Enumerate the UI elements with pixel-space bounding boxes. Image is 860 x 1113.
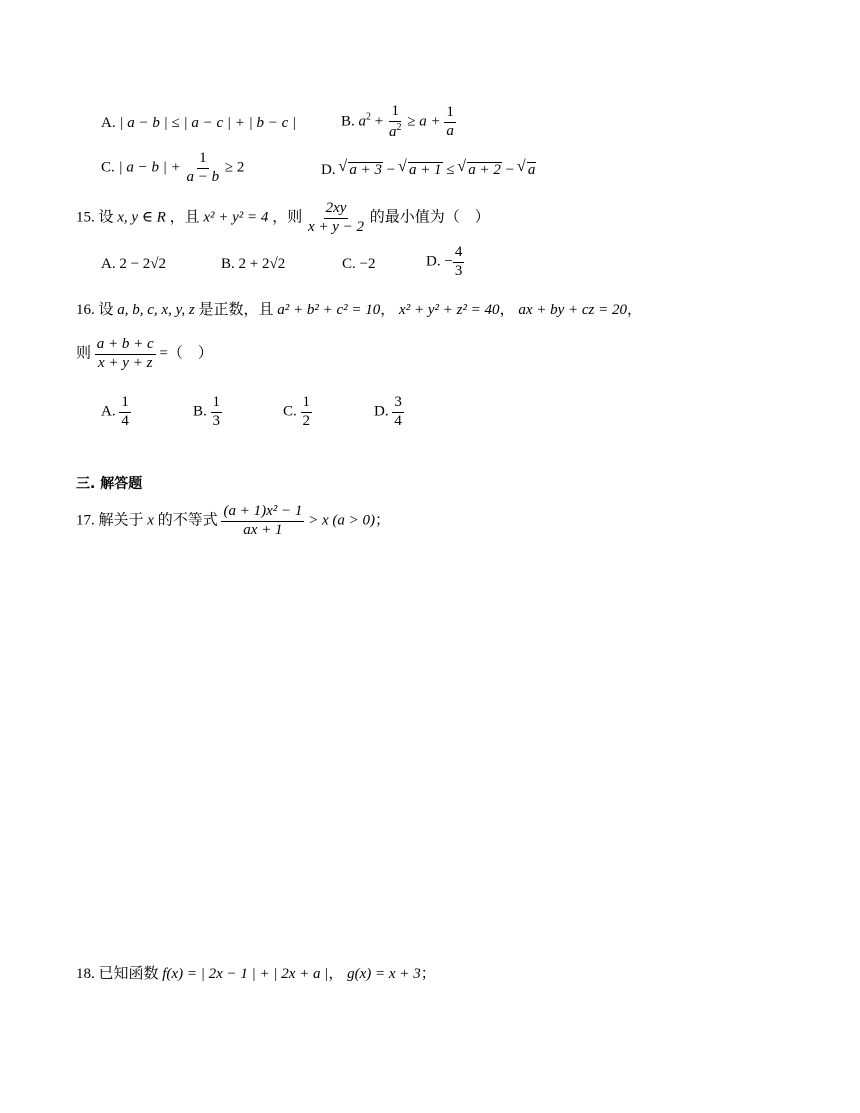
q15-option-c: C. −2 [342,256,376,272]
q15-fraction: $\frac{2xy}{x + y - 2}$ [307,200,365,235]
q14-b-fraction-2: $\frac{1}{a}$ [446,104,454,139]
q14-option-a: A. | a − b | ≤ | a − c | + | b − c | [101,115,297,131]
q16-option-a: A. $\frac{1}{4}$ [101,394,129,429]
section-heading: 三. 解答题 [76,476,143,492]
q14-option-d: D. √ a + 3 − √ a + 1 ≤ √ a + 2 − √ a [321,162,536,178]
q16-option-b: B. $\frac{1}{3}$ [193,394,221,429]
q14-b-fraction-1: $\frac{1}{a^2}$ [388,103,402,140]
q16-option-c: C. $\frac{1}{2}$ [283,394,311,429]
q14-option-b: B. $a^2$ + $\frac{1}{a^2}$ ≥ a + $\frac{1}{a}$ [341,103,454,140]
q17-fraction: $\frac{\text{(a + 1)x² − 1}}{ax + 1}$ [223,503,303,538]
q16-option-d: D. $\frac{3}{4}$ [374,394,402,429]
q17-stem: 17. 解关于 x 的不等式 $\frac{\text{(a + 1)x² − 1}}{ax + 1}$ > x (a > 0)； [76,503,391,538]
q18-stem: 18. 已知函数 f(x) = | 2x − 1 | + | 2x + a |， g(x) = x + 3； [76,966,436,982]
q14-c-fraction: $\frac{1}{a - b}$ [186,150,220,185]
q14-option-c: C. | a − b | + $\frac{1}{a - b}$ ≥ 2 [101,150,245,185]
q16-line2: 则 $\frac{a + b + c}{x + y + z}$ =（ ） [76,336,213,371]
q15-option-d: D. − $\frac{4}{3}$ [426,244,463,279]
q15-option-b: B. 2 + 2√2 [221,256,286,272]
q15-option-a: A. 2 − 2√2 [101,256,167,272]
q14-option-a-expr: | a − b | ≤ | a − c | + | b − c | [119,115,297,131]
q15-stem: 15. 设 x, y ∈ R ，且 x² + y² = 4 ，则 $\frac{2xy}{x + y - 2}$ 的最小值为（ ） [76,200,490,235]
q16-fraction: $\frac{a + b + c}{x + y + z}$ [96,336,154,371]
q16-stem: 16. 设 a, b, c, x, y, z 是正数，且 a² + b² + c² = 10， x² + y² + z² = 40， ax + by + cz = 20， [76,302,643,318]
